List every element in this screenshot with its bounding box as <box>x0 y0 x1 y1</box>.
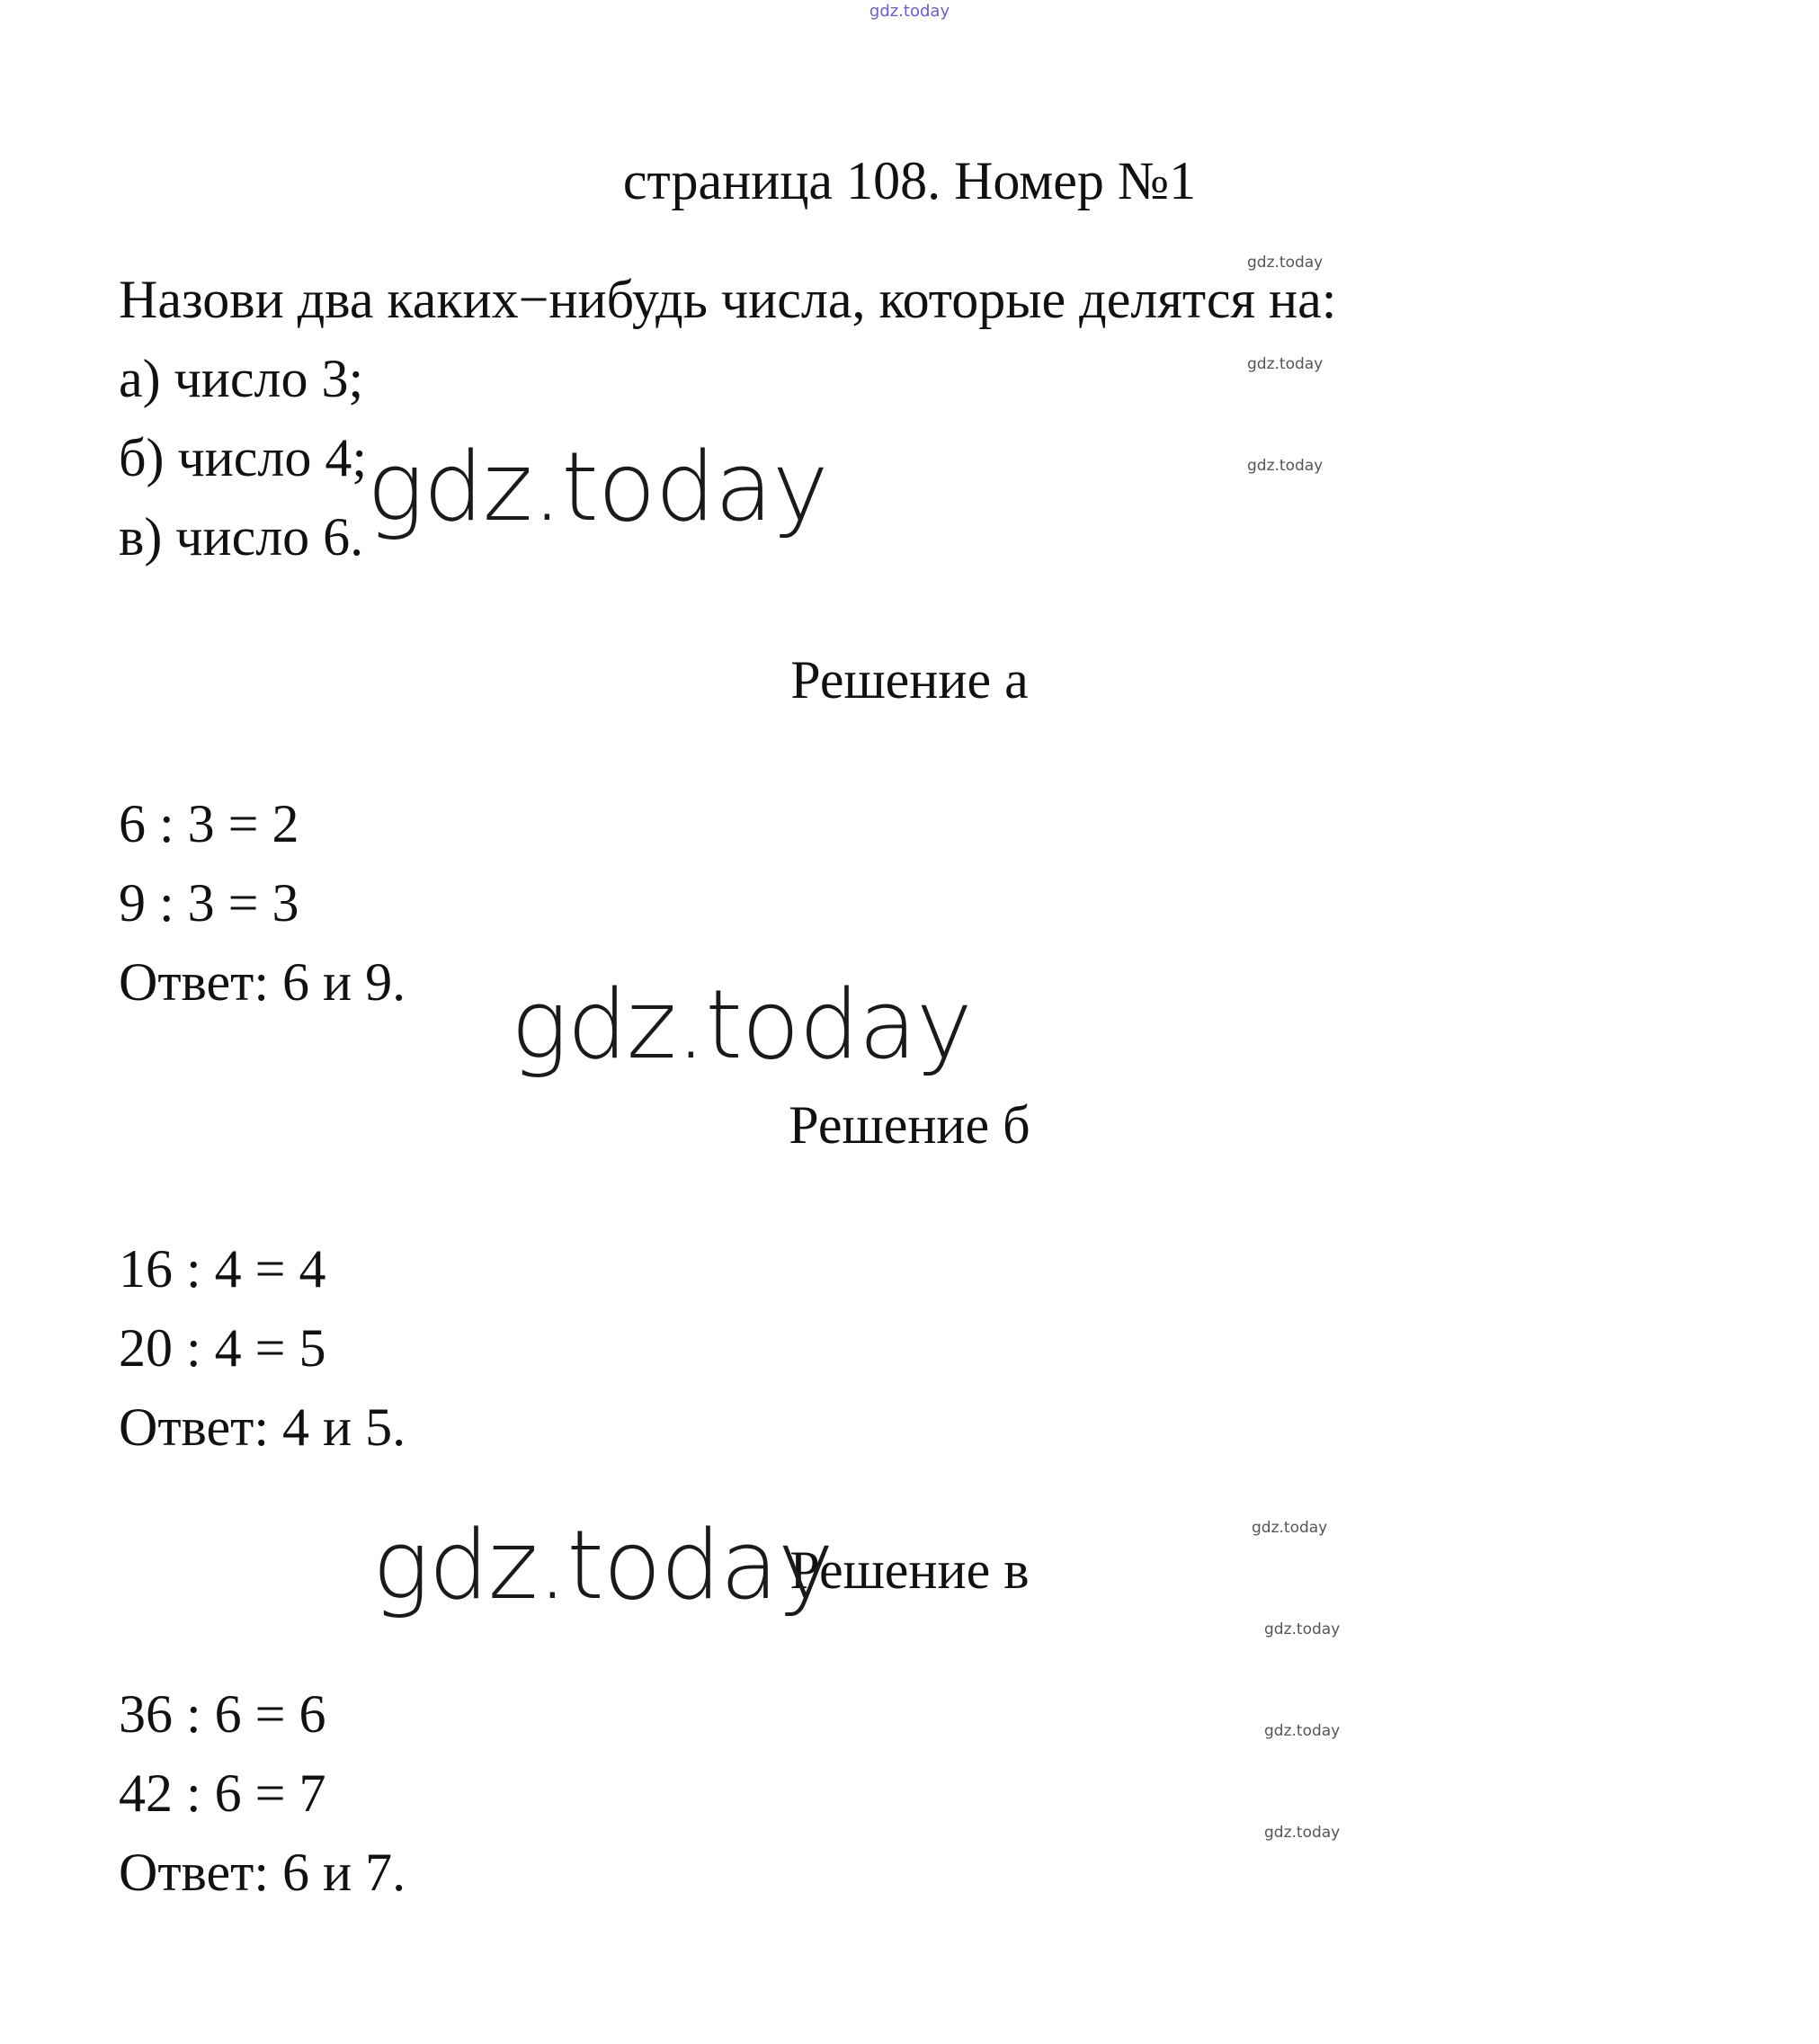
watermark-small-2: gdz.today <box>1247 355 1324 373</box>
watermark-small-5: gdz.today <box>1264 1620 1341 1638</box>
watermark-large-3: gdz.today <box>372 1510 834 1620</box>
solution-b-heading: Решение б <box>789 1095 1030 1155</box>
watermark-large-2: gdz.today <box>511 969 972 1080</box>
solution-a-heading: Решение а <box>790 650 1029 710</box>
watermark-small-4: gdz.today <box>1252 1519 1328 1537</box>
watermark-small-1: gdz.today <box>1247 254 1324 272</box>
watermark-large-1: gdz.today <box>367 432 828 542</box>
solution-b-answer: Ответ: 4 и 5. <box>119 1397 406 1457</box>
page-title: страница 108. Номер №1 <box>622 151 1197 210</box>
solution-a-line-1: 6 : 3 = 2 <box>119 794 299 853</box>
top-watermark: gdz.today <box>869 2 950 21</box>
solution-a-answer: Ответ: 6 и 9. <box>119 952 406 1012</box>
solution-c-heading: Решение в <box>789 1540 1030 1600</box>
task-question: Назови два каких−нибудь числа, которые делятся на: <box>119 270 1337 329</box>
solution-c-line-1: 36 : 6 = 6 <box>119 1684 326 1744</box>
watermark-small-6: gdz.today <box>1264 1722 1341 1740</box>
watermark-small-7: gdz.today <box>1264 1824 1341 1842</box>
task-item-c: в) число 6. <box>119 507 364 567</box>
task-item-a: а) число 3; <box>119 349 364 408</box>
solution-c-answer: Ответ: 6 и 7. <box>119 1843 406 1902</box>
solution-c-line-2: 42 : 6 = 7 <box>119 1763 326 1823</box>
solution-a-line-2: 9 : 3 = 3 <box>119 873 299 933</box>
solution-b-line-1: 16 : 4 = 4 <box>119 1239 326 1299</box>
solution-b-line-2: 20 : 4 = 5 <box>119 1318 326 1378</box>
watermark-small-3: gdz.today <box>1247 457 1324 475</box>
task-item-b: б) число 4; <box>119 428 368 487</box>
